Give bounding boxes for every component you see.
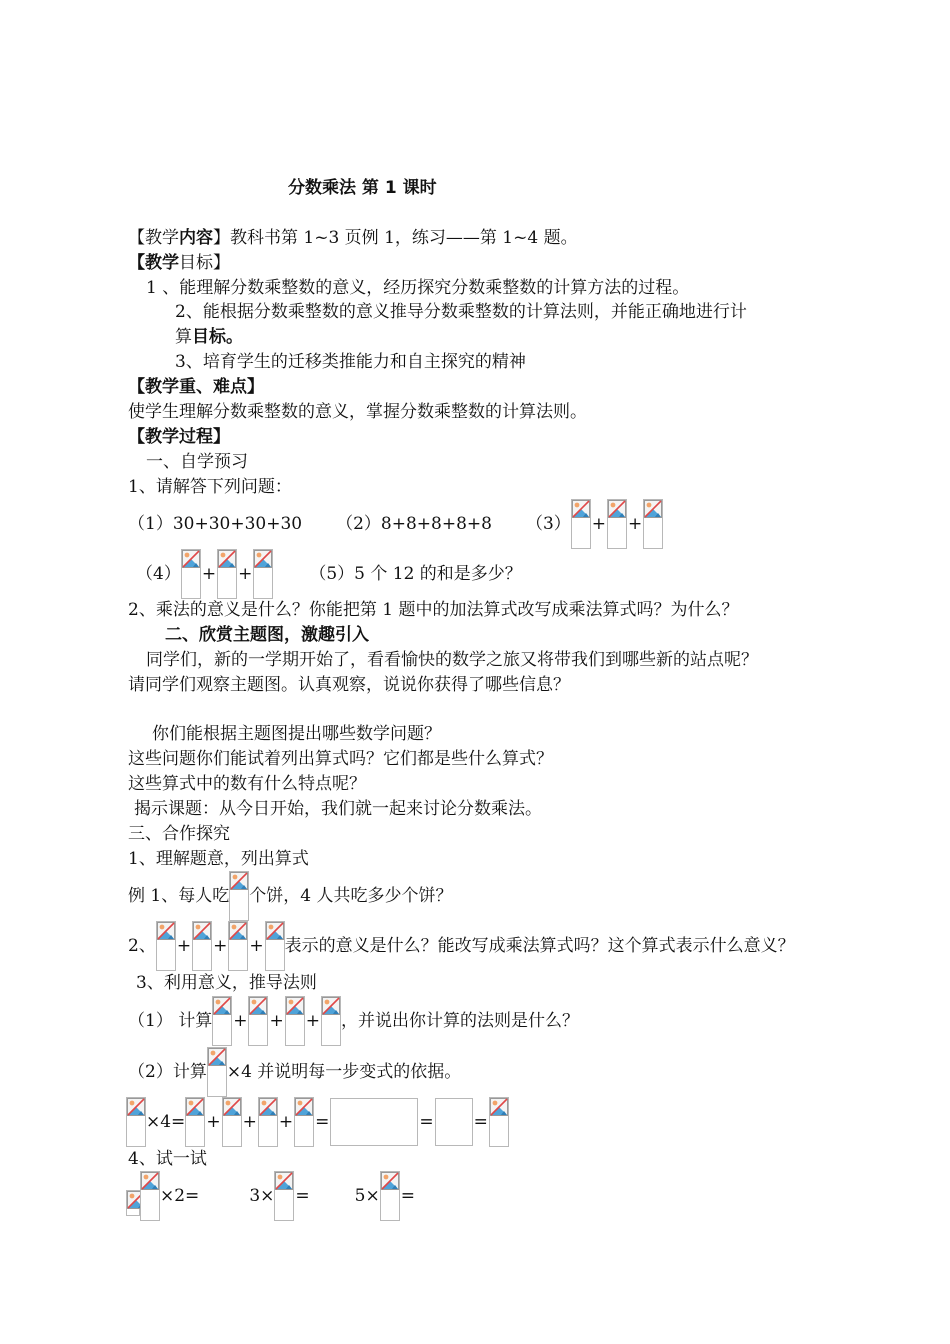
page-title: 分数乘法 第 1 课时 [288,178,437,198]
fraction-image [643,499,663,549]
plus-sign: + [278,1112,294,1132]
answer-blank [435,1098,473,1146]
try-row [126,1170,416,1222]
plus-sign: + [269,1011,284,1031]
fraction-image [380,1171,400,1221]
fraction-image [258,1097,278,1147]
fraction-image [126,1097,146,1147]
exercise-2: （2）8+8+8+8+8 [336,514,492,534]
plus-sign: + [201,564,217,584]
fraction-image [192,921,212,971]
exercise-4-label: （4） [136,564,181,584]
fraction-image [126,1190,140,1216]
example-1 [128,870,452,922]
section-2-para-4: 这些问题你们能试着列出算式吗？它们都是些什么算式？ [128,749,553,769]
section-3-item-4: 4、试一试 [128,1149,207,1169]
key-points-heading: 【教学重、难点】 [128,377,264,397]
calc-2-text: ×4 并说明每一步变式的依据。 [226,1062,462,1082]
fraction-image [181,549,201,599]
goal-2-cont: 算目标。 [175,327,243,347]
calc-2 [128,1046,461,1098]
broken-image-icon [572,500,590,518]
plus-sign: + [628,514,643,534]
exercise-row-1 [128,498,663,550]
section-2-para-1: 同学们，新的一学期开始了，看看愉快的数学之旅又将带我们到哪些新的站点呢？ [146,650,758,670]
section-1-heading: 一、自学预习 [146,452,248,472]
fraction-image [229,871,249,921]
broken-image-icon [644,500,662,518]
broken-image-icon [127,1098,145,1116]
fraction-image [489,1097,509,1147]
broken-image-icon [141,1172,159,1190]
derivation-row [126,1096,509,1148]
plus-sign: + [238,564,253,584]
try-3: 5× [354,1186,380,1206]
exercise-5: （5）5 个 12 的和是多少？ [309,564,522,584]
equals-sign: = [473,1112,488,1132]
exercise-row-2 [136,548,522,600]
fraction-image [248,996,268,1046]
fraction-image [222,1097,242,1147]
broken-image-icon [490,1098,508,1116]
process-heading: 【教学过程】 [128,427,230,447]
equals-sign: = [315,1112,330,1132]
question-1: 1、请解答下列问题： [128,477,292,497]
broken-image-icon [254,550,272,568]
item-2-label: 2、 [128,936,156,956]
key-points-text: 使学生理解分数乘整数的意义，掌握分数乘整数的计算法则。 [128,402,587,422]
broken-image-icon [229,922,247,940]
section-3-heading: 三、合作探究 [128,824,230,844]
calc-1 [128,995,579,1047]
try-2: 3× [249,1186,275,1206]
section-2-para-5: 这些算式中的数有什么特点呢？ [128,774,366,794]
fraction-image [156,921,176,971]
section-2-heading: 二、欣赏主题图，激趣引入 [165,625,369,645]
section-3-item-2 [128,920,795,972]
broken-image-icon [295,1098,313,1116]
fraction-image [217,549,237,599]
calc-1-text: ，并说出你计算的法则是什么？ [340,1011,579,1031]
times-four-equals: ×4= [146,1112,186,1132]
goal-3: 3、培育学生的迁移类推能力和自主探究的精神 [175,352,526,372]
answer-blank [330,1098,418,1146]
section-2-para-2: 请同学们观察主题图。认真观察，说说你获得了哪些信息？ [128,675,570,695]
fraction-image [321,996,341,1046]
goal-2: 2、能根据分数乘整数的意义推导分数乘整数的计算法则，并能正确地进行计 [175,302,747,322]
example-1-text-b: 个饼，4 人共吃多少个饼？ [249,886,453,906]
broken-image-icon [193,922,211,940]
calc-2-label: （2）计算 [128,1062,207,1082]
calc-1-label: （1） 计算 [128,1011,213,1031]
teaching-content: 【教学内容】教科书第 1~3 页例 1，练习——第 1~4 题。 [128,228,578,248]
exercise-3-label: （3） [525,514,571,534]
equals-sign: = [419,1112,434,1132]
fraction-image [253,549,273,599]
broken-image-icon [381,1172,399,1190]
broken-image-icon [230,872,248,890]
broken-image-icon [249,997,267,1015]
plus-sign: + [242,1112,257,1132]
broken-image-icon [208,1048,226,1066]
broken-image-icon [259,1098,277,1116]
broken-image-icon [266,922,284,940]
equals-sign: = [400,1186,415,1206]
fraction-image [285,996,305,1046]
example-1-text-a: 例 1、每人吃 [128,886,230,906]
teaching-goal-heading: 【教学目标】 [128,253,230,273]
item-2-text: 表示的意义是什么？能改写成乘法算式吗？这个算式表示什么意义？ [284,936,795,956]
plus-sign: + [206,1112,221,1132]
goal-1: 1 、能理解分数乘整数的意义，经历探究分数乘整数的计算方法的过程。 [146,278,690,298]
fraction-image [140,1171,160,1221]
broken-image-icon [182,550,200,568]
fraction-image [607,499,627,549]
broken-image-icon [213,997,231,1015]
broken-image-icon [186,1098,204,1116]
fraction-image [228,921,248,971]
broken-image-icon [223,1098,241,1116]
plus-sign: + [591,514,607,534]
plus-sign: + [249,936,264,956]
broken-image-icon [218,550,236,568]
section-3-item-1: 1、理解题意，列出算式 [128,849,309,869]
exercise-1: （1）30+30+30+30 [128,514,303,534]
plus-sign: + [213,936,228,956]
broken-image-icon [286,997,304,1015]
question-2: 2、乘法的意义是什么？你能把第 1 题中的加法算式改写成乘法算式吗？为什么？ [128,600,739,620]
fraction-image [212,996,232,1046]
plus-sign: + [176,936,192,956]
broken-image-icon [157,922,175,940]
fraction-image [185,1097,205,1147]
fraction-image [265,921,285,971]
fraction-image [571,499,591,549]
broken-image-icon [608,500,626,518]
broken-image-icon [275,1172,293,1190]
equals-sign: = [295,1186,310,1206]
section-2-para-6: 揭示课题：从今日开始，我们就一起来讨论分数乘法。 [134,799,542,819]
try-1: ×2= [160,1186,200,1206]
plus-sign: + [233,1011,248,1031]
broken-image-icon [322,997,340,1015]
fraction-image [294,1097,314,1147]
plus-sign: + [305,1011,320,1031]
section-2-para-3: 你们能根据主题图提出哪些数学问题？ [152,724,441,744]
fraction-image [207,1047,227,1097]
fraction-image [274,1171,294,1221]
section-3-item-3: 3、利用意义，推导法则 [136,973,317,993]
